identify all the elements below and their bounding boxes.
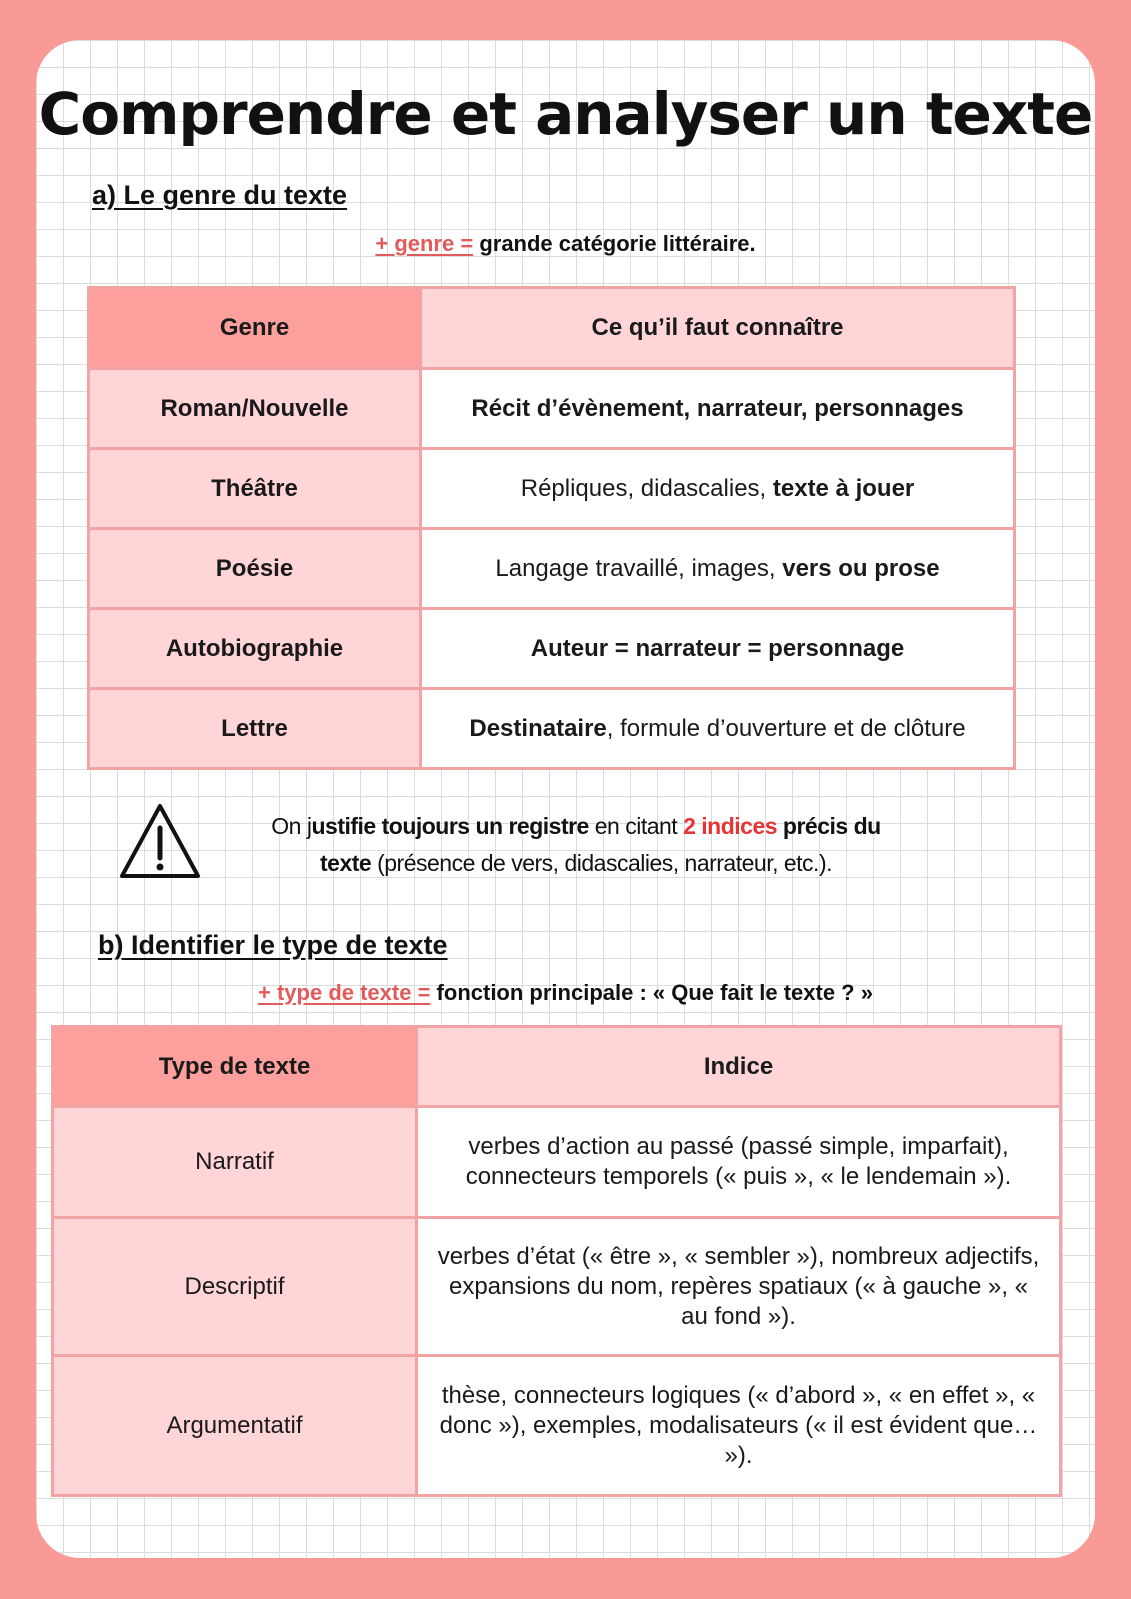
type-row [53, 1218, 1061, 1356]
genre-name-cell: Roman/Nouvelle [89, 369, 421, 449]
genre-name-cell: Lettre [89, 689, 421, 769]
type-row [53, 1107, 1061, 1218]
genre-row [89, 449, 1015, 529]
genre-row [89, 529, 1015, 609]
genre-knowledge-cell [421, 369, 1015, 449]
genre-knowledge-text: Langage travaillé, images, [495, 554, 783, 582]
genre-knowledge-text: Récit d’évènement, narrateur, personnages [471, 394, 964, 422]
type-indice-cell: verbes d’action au passé (passé simple, imparfait), connecteurs temporels (« puis », « le lendemain »). [417, 1107, 1061, 1218]
type-header: Type de texte [53, 1027, 417, 1107]
warning-text-part: texte [320, 850, 372, 876]
type-definition-text: fonction principale : « Que fait le texte ? » [430, 980, 873, 1005]
genre-knowledge-text: vers ou prose [782, 554, 940, 582]
section-a-title: a) Le genre du texte [92, 180, 348, 210]
warning-triangle-icon [116, 800, 204, 882]
indice-header: Indice [417, 1027, 1061, 1107]
type-name-cell: Argumentatif [53, 1356, 417, 1496]
genre-definition-text: grande catégorie littéraire. [473, 231, 756, 256]
genre-knowledge-cell [421, 449, 1015, 529]
warning-text-part: en citant [588, 813, 684, 839]
genre-knowledge-cell [421, 609, 1015, 689]
section-b-title: b) Identifier le type de texte [98, 930, 448, 960]
genre-name-cell: Théâtre [89, 449, 421, 529]
type-indice-cell: thèse, connecteurs logiques (« d’abord », « en effet », « donc »), exemples, modalisateurs (« il est évident que… »). [417, 1356, 1061, 1496]
genre-row [89, 689, 1015, 769]
genre-row [89, 609, 1015, 689]
type-definition-key: + type de texte = [258, 980, 431, 1005]
genre-knowledge-text: Destinataire [469, 714, 607, 742]
genre-knowledge-text: Auteur = narrateur = personnage [530, 634, 905, 662]
warning-text-part: précis du [777, 813, 881, 839]
genre-knowledge-cell [421, 529, 1015, 609]
genre-table [87, 286, 1016, 770]
genre-knowledge-text: Répliques, didascalies, [520, 474, 773, 502]
genre-definition-key: + genre = [375, 231, 474, 256]
genre-definition [36, 231, 1095, 257]
genre-knowledge-text: , formule d’ouverture et de clôture [606, 714, 966, 742]
type-indice-cell: verbes d’état (« être », « sembler »), nombreux adjectifs, expansions du nom, repères spatiaux (« à gauche », « au fond »). [417, 1218, 1061, 1356]
genre-knowledge-cell [421, 689, 1015, 769]
warning-text-part: 2 indices [683, 813, 778, 839]
genre-header: Genre [89, 288, 421, 369]
genre-knowledge-text: texte à jouer [772, 474, 915, 502]
worksheet [36, 40, 1095, 1558]
warning-text-part: On j [271, 813, 312, 839]
genre-row [89, 369, 1015, 449]
type-definition [36, 980, 1095, 1006]
type-name-cell: Descriptif [53, 1218, 417, 1356]
type-table [51, 1025, 1062, 1497]
warning-text [206, 808, 946, 882]
warning-text-part: ustifie toujours un registre [311, 813, 589, 839]
genre-name-cell: Poésie [89, 529, 421, 609]
page-title: Comprendre et analyser un texte [38, 80, 1093, 148]
genre-name-cell: Autobiographie [89, 609, 421, 689]
type-row [53, 1356, 1061, 1496]
warning-text-part: (présence de vers, didascalies, narrateur, etc.). [371, 850, 832, 876]
type-name-cell: Narratif [53, 1107, 417, 1218]
knowledge-header: Ce qu’il faut connaître [421, 288, 1015, 369]
